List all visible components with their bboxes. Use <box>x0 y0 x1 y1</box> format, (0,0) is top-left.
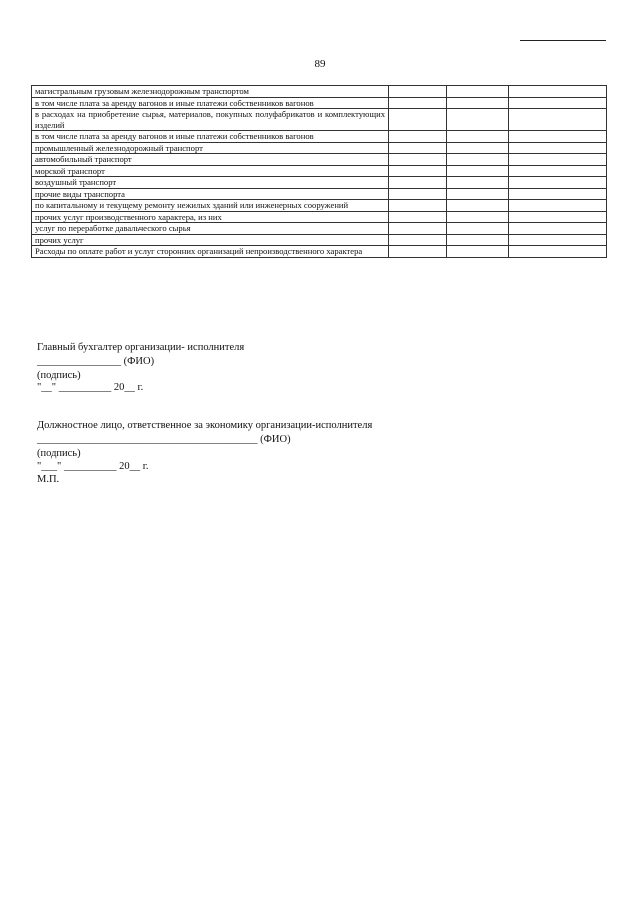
table-row <box>32 223 607 235</box>
value-cell <box>509 131 607 143</box>
value-cell <box>389 131 447 143</box>
value-cell <box>509 154 607 166</box>
value-cell <box>509 234 607 246</box>
value-cell <box>389 188 447 200</box>
chief-accountant-sign-label: (подпись) <box>37 370 81 381</box>
row-label: магистральным грузовым железнодорожным транспортом <box>32 86 389 98</box>
table-row <box>32 165 607 177</box>
table-row <box>32 177 607 189</box>
row-label: морской транспорт <box>32 165 389 177</box>
value-cell <box>447 246 509 258</box>
value-cell <box>447 177 509 189</box>
value-cell <box>509 200 607 212</box>
value-cell <box>509 109 607 131</box>
value-cell <box>447 154 509 166</box>
row-label: услуг по переработке давальческого сырья <box>32 223 389 235</box>
table-row <box>32 131 607 143</box>
value-cell <box>509 97 607 109</box>
chief-accountant-date-line: "__" __________ 20__ г. <box>37 382 144 393</box>
value-cell <box>447 86 509 98</box>
top-rule <box>520 40 606 41</box>
table-row <box>32 200 607 212</box>
chief-accountant-fio-line: ________________ (ФИО) <box>37 356 155 367</box>
value-cell <box>447 142 509 154</box>
value-cell <box>509 165 607 177</box>
row-label: в том числе плата за аренду вагонов и иные платежи собственников вагонов <box>32 97 389 109</box>
value-cell <box>389 223 447 235</box>
chief-accountant-title: Главный бухгалтер организации- исполнителя <box>37 342 245 353</box>
value-cell <box>389 86 447 98</box>
value-cell <box>389 142 447 154</box>
stamp-label: М.П. <box>37 474 60 485</box>
value-cell <box>447 188 509 200</box>
row-label: в расходах на приобретение сырья, материалов, покупных полуфабрикатов и комплектующих изделий <box>32 109 389 131</box>
value-cell <box>447 109 509 131</box>
page-number: 89 <box>314 58 326 70</box>
value-cell <box>509 86 607 98</box>
row-label: промышленный железнодорожный транспорт <box>32 142 389 154</box>
economist-date-line: "___" __________ 20__ г. <box>37 461 149 472</box>
value-cell <box>389 154 447 166</box>
row-label: автомобильный транспорт <box>32 154 389 166</box>
row-label: в том числе плата за аренду вагонов и иные платежи собственников вагонов <box>32 131 389 143</box>
table-row <box>32 142 607 154</box>
table-row <box>32 86 607 98</box>
value-cell <box>447 131 509 143</box>
table-row <box>32 211 607 223</box>
row-label: Расходы по оплате работ и услуг сторонних организаций непроизводственного характера <box>32 246 389 258</box>
row-label: по капитальному и текущему ремонту нежилых зданий или инженерных сооружений <box>32 200 389 212</box>
row-label: прочие виды транспорта <box>32 188 389 200</box>
table-row <box>32 97 607 109</box>
value-cell <box>447 165 509 177</box>
value-cell <box>389 234 447 246</box>
table-row <box>32 234 607 246</box>
table-row <box>32 154 607 166</box>
value-cell <box>447 223 509 235</box>
value-cell <box>509 188 607 200</box>
expenses-table <box>31 85 607 258</box>
value-cell <box>447 211 509 223</box>
table-row <box>32 109 607 131</box>
row-label: прочих услуг производственного характера, из них <box>32 211 389 223</box>
value-cell <box>509 142 607 154</box>
economist-fio-line: __________________________________________ (ФИО) <box>37 434 291 445</box>
value-cell <box>447 200 509 212</box>
row-label: прочих услуг <box>32 234 389 246</box>
value-cell <box>447 234 509 246</box>
value-cell <box>389 246 447 258</box>
value-cell <box>509 177 607 189</box>
value-cell <box>509 246 607 258</box>
economist-sign-label: (подпись) <box>37 448 81 459</box>
row-label: воздушный транспорт <box>32 177 389 189</box>
value-cell <box>389 165 447 177</box>
value-cell <box>389 211 447 223</box>
value-cell <box>389 109 447 131</box>
table-row <box>32 188 607 200</box>
value-cell <box>389 97 447 109</box>
economist-title: Должностное лицо, ответственное за экономику организации-исполнителя <box>37 420 373 431</box>
value-cell <box>509 211 607 223</box>
table-row <box>32 246 607 258</box>
value-cell <box>389 200 447 212</box>
value-cell <box>389 177 447 189</box>
value-cell <box>447 97 509 109</box>
value-cell <box>509 223 607 235</box>
